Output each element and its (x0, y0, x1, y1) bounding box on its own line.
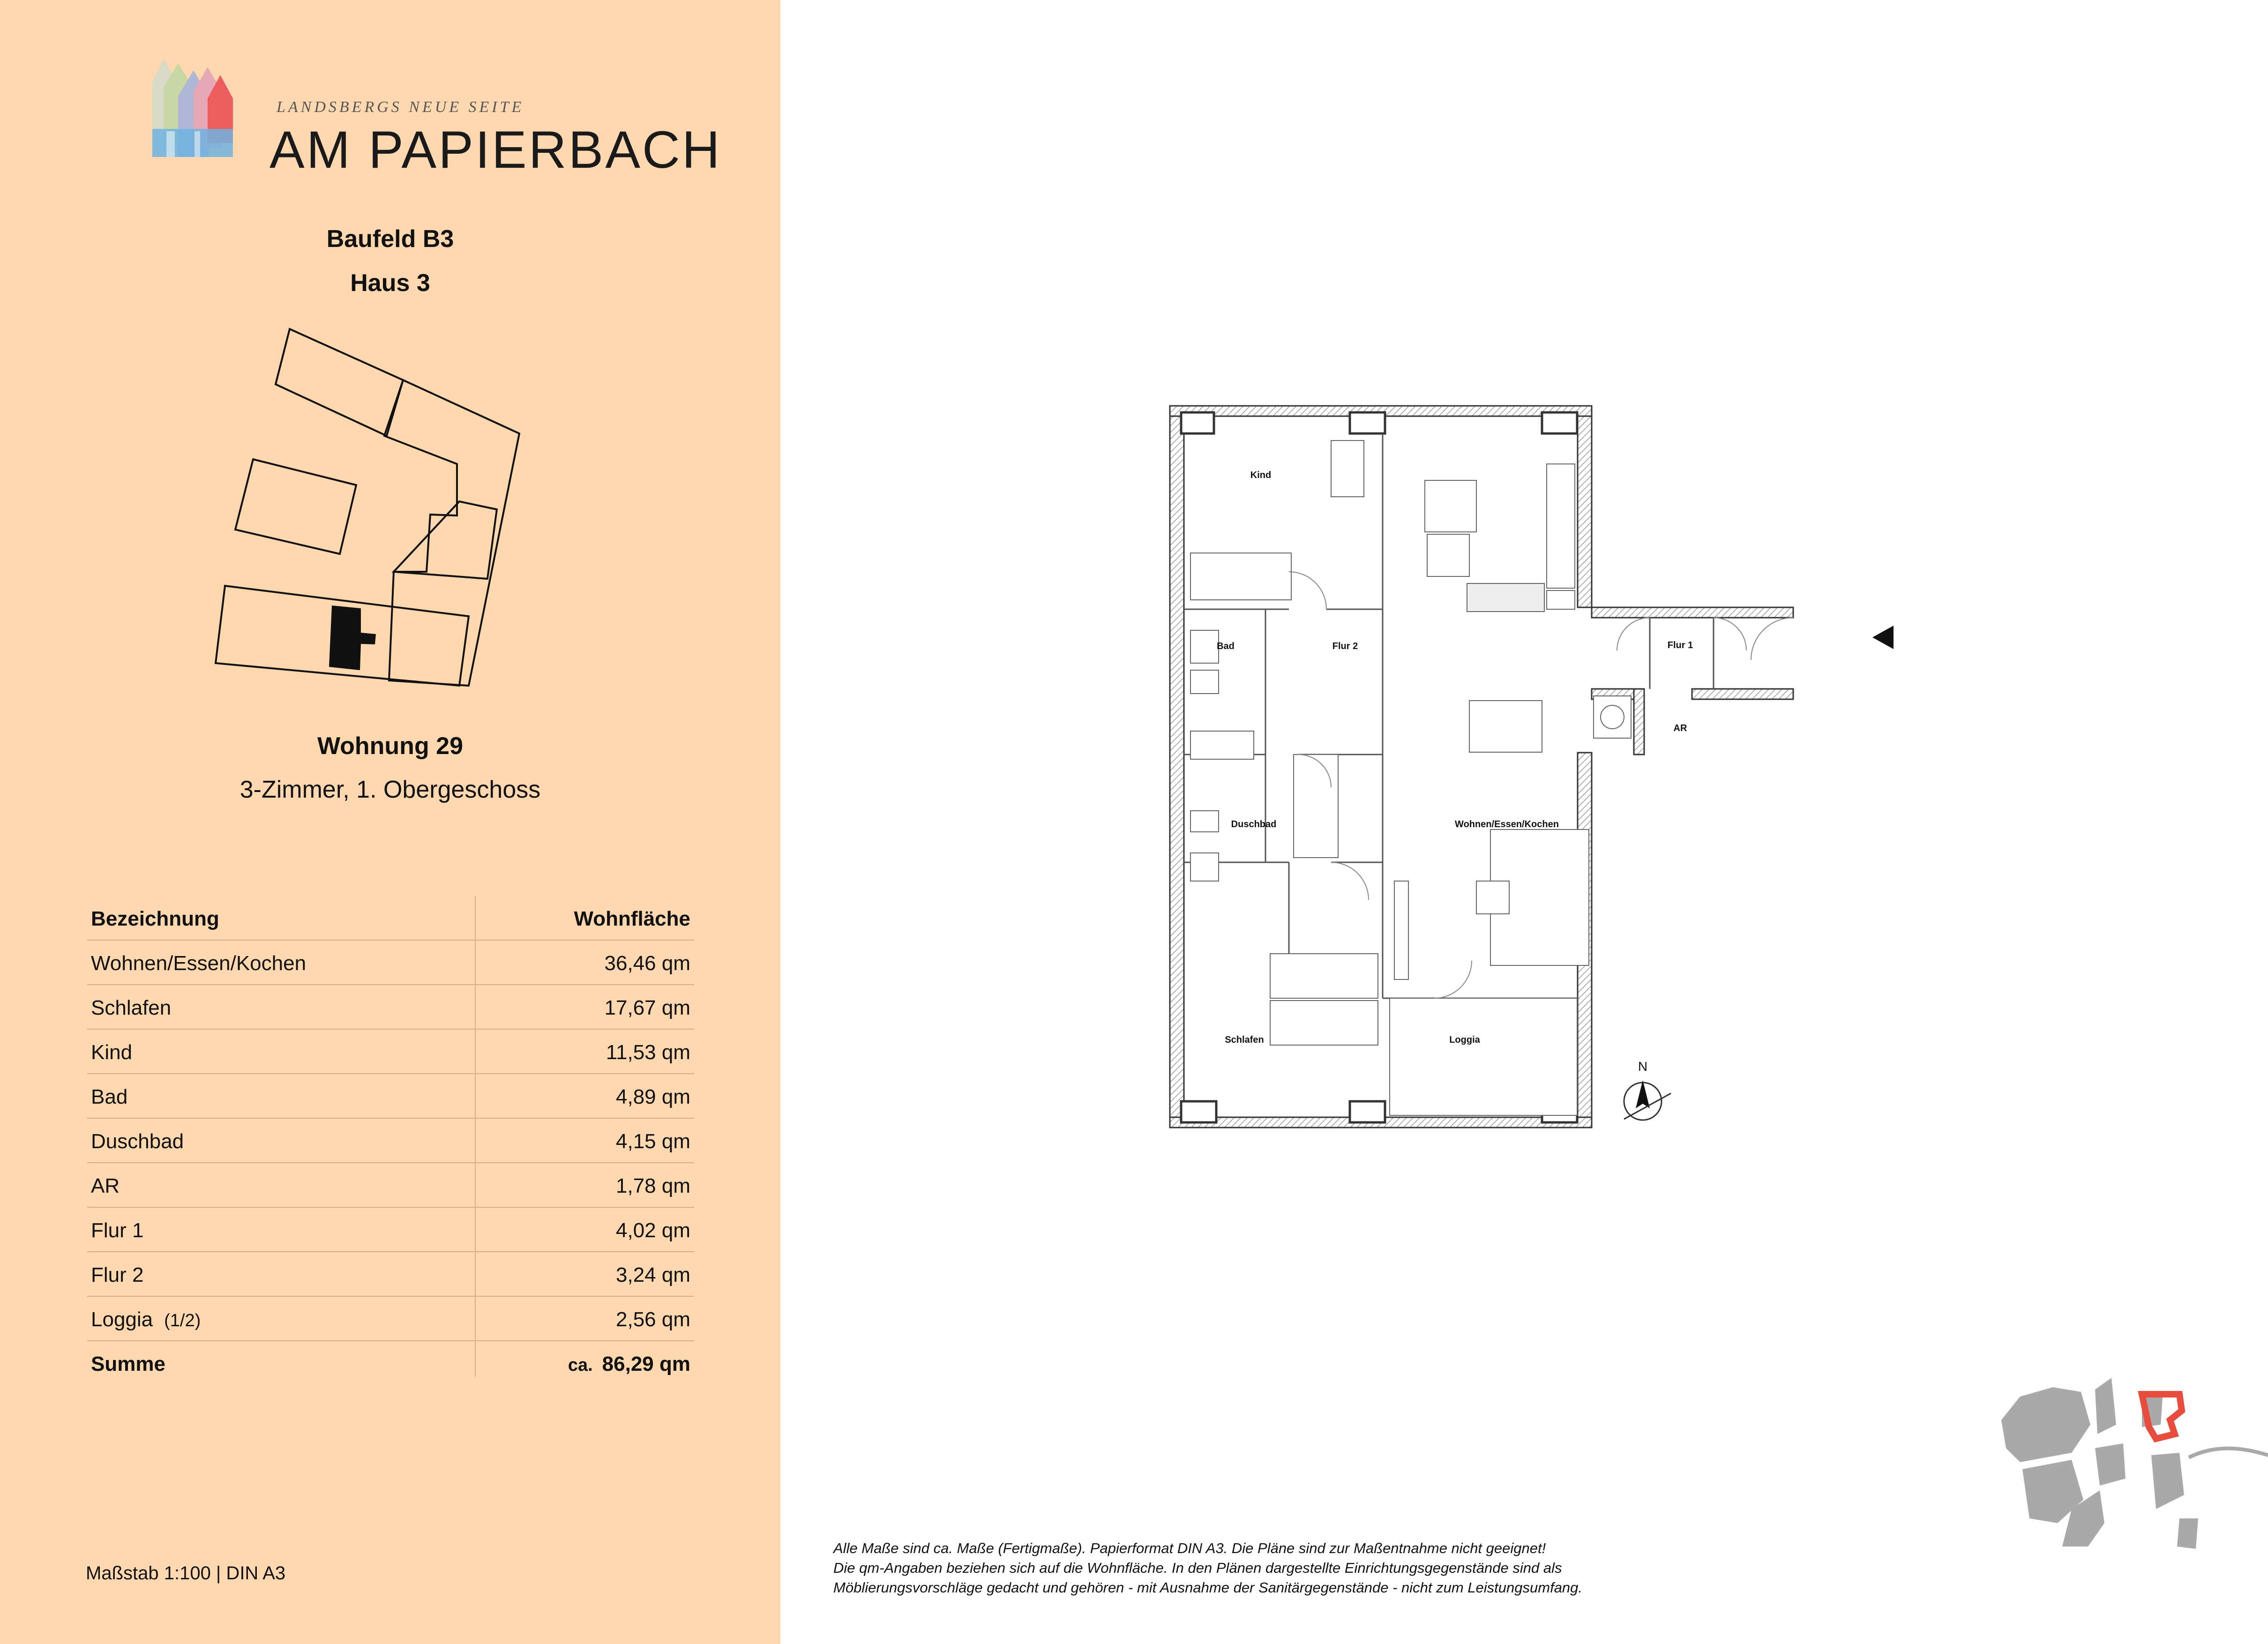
unit-title: Wohnung 29 (317, 732, 463, 760)
sum-prefix: ca. (568, 1355, 593, 1375)
table-row (87, 1297, 694, 1341)
table-row (87, 1163, 694, 1208)
room-label-loggia: Loggia (1449, 1035, 1480, 1045)
table-header (87, 896, 694, 941)
row-name-with-note (91, 1308, 201, 1331)
furniture (1190, 441, 1631, 1115)
sum-value-group (568, 1353, 690, 1376)
room-label-kind: Kind (1250, 470, 1272, 480)
row-name: Loggia (91, 1308, 153, 1331)
table-sum-row (87, 1341, 694, 1385)
table-row (87, 985, 694, 1030)
site-keyplan (206, 323, 544, 698)
sidebar-panel (0, 0, 780, 1644)
keyplan-buildings (216, 328, 519, 686)
row-area: 4,02 qm (616, 1219, 690, 1242)
room-label-ar: AR (1673, 723, 1687, 733)
header-area: Wohnfläche (574, 907, 690, 930)
district-map-logo (2001, 1368, 2268, 1593)
disclaimer-line: Die qm-Angaben beziehen sich auf die Wohnfläche. In den Plänen dargestellte Einrichtungsgegenstände sind als (833, 1560, 1562, 1576)
row-area: 3,24 qm (616, 1263, 690, 1286)
sum-label: Summe (91, 1353, 165, 1375)
row-name: AR (91, 1174, 120, 1197)
scale-label: Maßstab 1:100 | DIN A3 (86, 1563, 286, 1584)
district-road (2189, 1449, 2268, 1457)
table-row (87, 1208, 694, 1252)
logo-tagline: LANDSBERGS NEUE SEITE (277, 98, 524, 116)
baufeld-label: Baufeld B3 (326, 225, 454, 253)
row-area: 1,78 qm (616, 1174, 690, 1197)
north-arrow-icon (1624, 1059, 1671, 1120)
row-name: Wohnen/Essen/Kochen (91, 952, 307, 975)
floor-plan (1162, 394, 1894, 1134)
disclaimer-line: Alle Maße sind ca. Maße (Fertigmaße). Papierformat DIN A3. Die Pläne sind zur Maßentnahme nicht geeignet! (833, 1540, 1546, 1556)
header-name: Bezeichnung (91, 907, 219, 930)
disclaimer-line: Möblierungsvorschläge gedacht und gehören - mit Ausnahme der Sanitärgegenstände - nicht zum Leistungsumfang. (833, 1579, 1583, 1596)
room-label-wohnen: Wohnen/Essen/Kochen (1455, 819, 1559, 829)
row-area: 36,46 qm (604, 952, 690, 975)
row-area: 11,53 qm (606, 1041, 690, 1064)
area-table (87, 896, 694, 1385)
table-row (87, 941, 694, 985)
north-label: N (1638, 1059, 1648, 1074)
row-area: 17,67 qm (604, 996, 690, 1019)
row-name: Bad (91, 1085, 128, 1108)
row-name: Kind (91, 1041, 133, 1064)
row-name: Flur 2 (91, 1263, 144, 1286)
room-label-schlafen: Schlafen (1225, 1035, 1264, 1045)
row-name: Flur 1 (91, 1219, 144, 1242)
logo (152, 54, 722, 179)
row-name: Duschbad (91, 1130, 184, 1153)
logo-houses-icon (152, 54, 274, 176)
table-row (87, 1074, 694, 1119)
sum-value: 86,29 qm (602, 1353, 690, 1375)
keyplan-unit-marker (329, 605, 376, 670)
row-name: Schlafen (91, 996, 172, 1019)
district-blocks (2001, 1378, 2198, 1549)
logo-title: AM PAPIERBACH (269, 120, 722, 179)
row-area: 4,89 qm (616, 1085, 690, 1108)
haus-label: Haus 3 (350, 269, 430, 297)
room-label-bad: Bad (1217, 641, 1235, 651)
room-label-duschbad: Duschbad (1231, 819, 1277, 829)
row-note: (1/2) (164, 1311, 201, 1330)
row-area: 4,15 qm (616, 1130, 690, 1153)
table-row (87, 1030, 694, 1074)
entrance-arrow-icon (1872, 626, 1894, 649)
row-area: 2,56 qm (616, 1308, 690, 1331)
room-label-flur1: Flur 1 (1667, 640, 1693, 650)
table-row (87, 1252, 694, 1297)
disclaimer (833, 1539, 1630, 1598)
unit-subtitle: 3-Zimmer, 1. Obergeschoss (240, 776, 541, 803)
table-row (87, 1119, 694, 1163)
room-label-flur2: Flur 2 (1332, 641, 1358, 651)
